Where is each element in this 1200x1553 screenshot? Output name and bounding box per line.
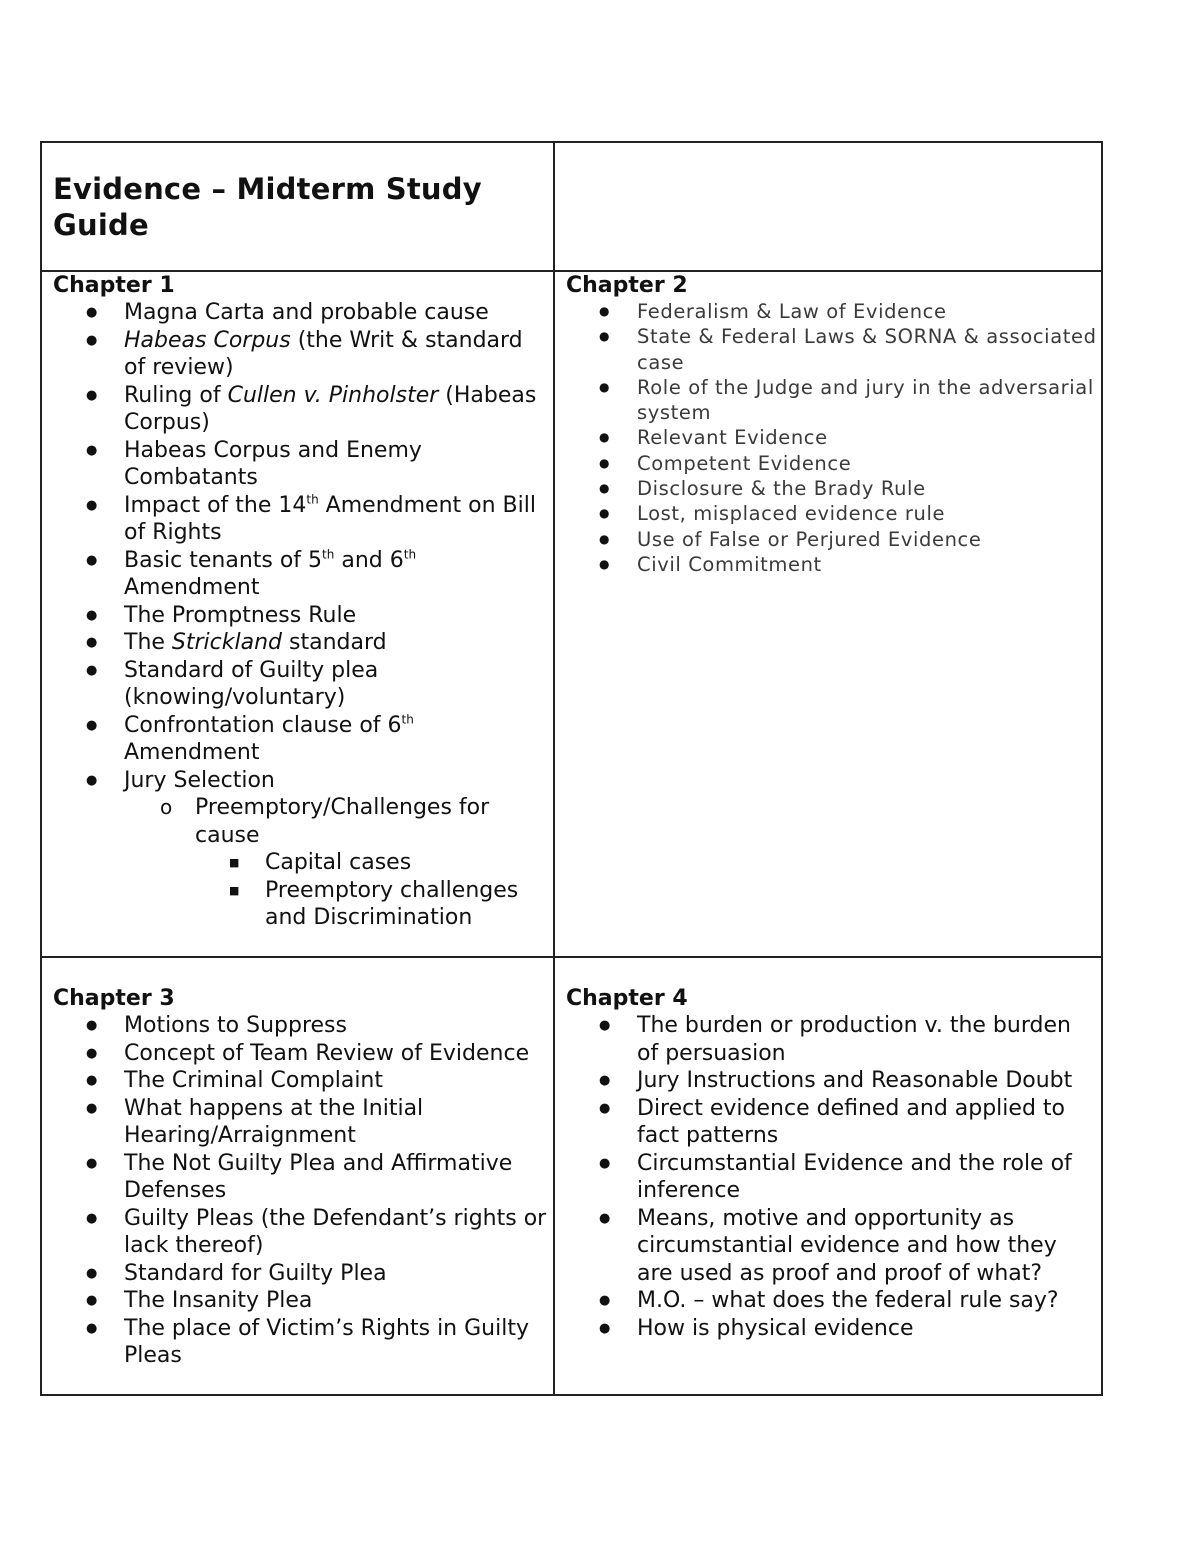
list-item: ● Ruling of Cullen v. Pinholster (Habeas Corpus) (53, 382, 549, 437)
list-item: ● The Promptness Rule (53, 602, 549, 630)
list-item: ● Disclosure & the Brady Rule (566, 476, 1097, 501)
list-item: ● M.O. – what does the federal rule say? (566, 1287, 1097, 1315)
sub-list-item: o Preemptory/Challenges for cause ■ Capital cases ■ Preemptory challenges and Discrimination (124, 794, 549, 932)
list-item: ● What happens at the Initial Hearing/Arraignment (53, 1095, 549, 1150)
list-item: ● How is physical evidence (566, 1315, 1097, 1343)
chapter3-list (53, 1012, 549, 1370)
list-item: ● Standard for Guilty Plea (53, 1260, 549, 1288)
list-item: ● Concept of Team Review of Evidence (53, 1040, 549, 1068)
list-item: ● Habeas Corpus (the Writ & standard of review) (53, 327, 549, 382)
list-item: ● Habeas Corpus and Enemy Combatants (53, 437, 549, 492)
list-item: ● Civil Commitment (566, 552, 1097, 577)
list-item: ● The place of Victim’s Rights in Guilty Pleas (53, 1315, 549, 1370)
list-item: ● Role of the Judge and jury in the adversarial system (566, 375, 1097, 426)
list-item: ● Competent Evidence (566, 451, 1097, 476)
chapter1-cell (41, 271, 554, 957)
list-item: ● Impact of the 14th Amendment on Bill of Rights (53, 492, 549, 547)
list-item: ● Use of False or Perjured Evidence (566, 527, 1097, 552)
title-cell (41, 142, 554, 271)
challenges-sublist (195, 849, 549, 932)
list-item: ● Confrontation clause of 6th Amendment (53, 712, 549, 767)
chapter3-cell (41, 957, 554, 1395)
list-item: ● Guilty Pleas (the Defendant’s rights or lack thereof) (53, 1205, 549, 1260)
list-item: ● Motions to Suppress (53, 1012, 549, 1040)
chapter2-list (566, 299, 1097, 577)
list-item: ● Means, motive and opportunity as circumstantial evidence and how they are used as proof and proof of what? (566, 1205, 1097, 1288)
sub-sub-list-item: ■ Preemptory challenges and Discrimination (195, 877, 549, 932)
list-item: ● Lost, misplaced evidence rule (566, 501, 1097, 526)
list-item: ● The burden or production v. the burden of persuasion (566, 1012, 1097, 1067)
chapter2-heading: Chapter 2 (566, 273, 688, 298)
chapter4-cell (554, 957, 1102, 1395)
list-item: ● Direct evidence defined and applied to fact patterns (566, 1095, 1097, 1150)
chapter4-heading: Chapter 4 (566, 986, 688, 1011)
list-item: ● The Strickland standard (53, 629, 549, 657)
list-item: ● Basic tenants of 5th and 6th Amendment (53, 547, 549, 602)
list-item: ● State & Federal Laws & SORNA & associated case (566, 324, 1097, 375)
chapter2-cell (554, 271, 1102, 957)
chapter1-list (53, 299, 549, 932)
list-item: ● Circumstantial Evidence and the role of inference (566, 1150, 1097, 1205)
list-item: ● The Not Guilty Plea and Affirmative Defenses (53, 1150, 549, 1205)
chapter1-heading: Chapter 1 (53, 273, 175, 298)
jury-selection-sublist (124, 794, 549, 932)
list-item: ● Relevant Evidence (566, 425, 1097, 450)
chapter4-list (566, 1012, 1097, 1342)
list-item: ● Federalism & Law of Evidence (566, 299, 1097, 324)
sub-sub-list-item: ■ Capital cases (195, 849, 549, 877)
list-item: ● Jury Instructions and Reasonable Doubt (566, 1067, 1097, 1095)
list-item: ● The Insanity Plea (53, 1287, 549, 1315)
list-item: ● The Criminal Complaint (53, 1067, 549, 1095)
chapter3-heading: Chapter 3 (53, 986, 175, 1011)
list-item: ● Jury Selection o Preemptory/Challenges for cause ■ Capital cases ■ Preemptory challenges and Discrimination (53, 767, 549, 932)
list-item: ● Standard of Guilty plea (knowing/voluntary) (53, 657, 549, 712)
empty-cell (554, 142, 1102, 271)
list-item: ● Magna Carta and probable cause (53, 299, 549, 327)
document-title: Evidence – Midterm Study Guide (53, 172, 482, 242)
study-guide-table (40, 141, 1103, 1396)
